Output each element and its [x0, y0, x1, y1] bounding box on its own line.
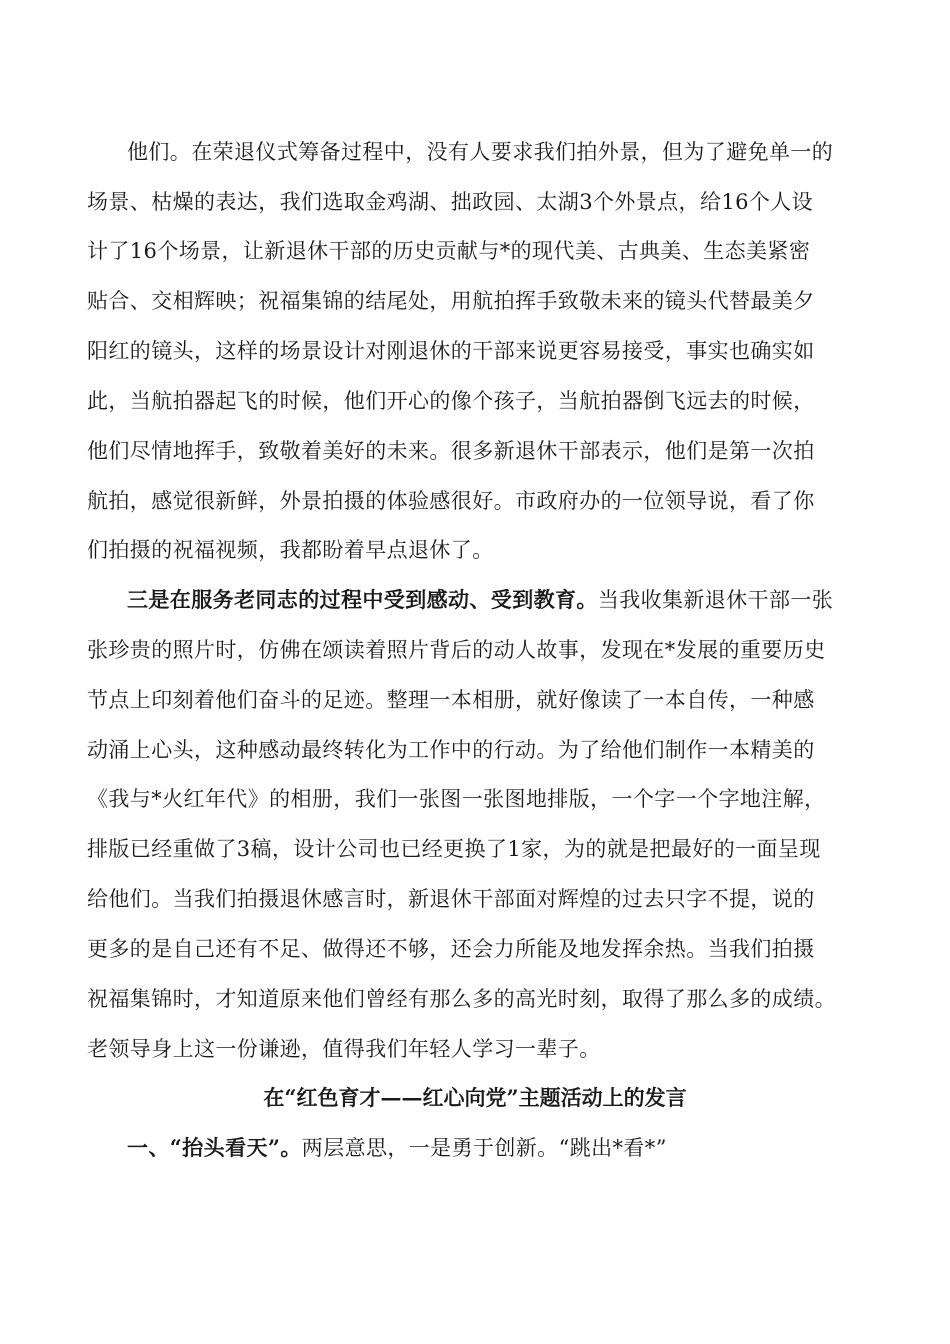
paragraph-line: 此，当航拍器起飞的时候，他们开心的像个孩子，当航拍器倒飞远去的时候，: [87, 389, 815, 413]
paragraph-heading: 三是在服务老同志的过程中受到感动、受到教育。: [127, 587, 598, 612]
paragraph-line: 们拍摄的祝福视频，我都盼着早点退休了。: [87, 538, 494, 562]
paragraph-text: 当我收集新退休干部一张: [597, 588, 834, 612]
paragraph-line: 航拍，感觉很新鲜，外景拍摄的体验感很好。市政府办的一位领导说，看了你: [87, 489, 815, 513]
section-text: 两层意思，一是勇于创新。“跳出*看*”: [301, 1136, 667, 1160]
section-first-line: [127, 1133, 917, 1163]
paragraph-line: 他们。在荣退仪式筹备过程中，没有人要求我们拍外景，但为了避免单一的: [127, 140, 834, 164]
paragraph-line: 贴合、交相辉映；祝福集锦的结尾处，用航拍挥手致敬未来的镜头代替最美夕: [87, 289, 815, 313]
paragraph-line: 祝福集锦时，才知道原来他们曾经有那么多的高光时刻，取得了那么多的成绩。: [87, 987, 836, 1011]
paragraph-line: 给他们。当我们拍摄退休感言时，新退休干部面对辉煌的过去只字不提，说的: [87, 887, 815, 911]
paragraph-line: 他们尽情地挥手，致敬着美好的未来。很多新退休干部表示，他们是第一次拍: [87, 439, 815, 463]
paragraph-line: 老领导身上这一份谦逊，值得我们年轻人学习一辈子。: [87, 1037, 601, 1061]
paragraph-line: 排版已经重做了3稿，设计公司也已经更换了1家，为的就是把最好的一面呈现: [87, 837, 821, 861]
paragraph-line: 计了16个场景，让新退休干部的历史贡献与*的现代美、古典美、生态美紧密: [87, 239, 811, 263]
paragraph-first-line: [127, 585, 917, 615]
paragraph-line: 节点上印刻着他们奋斗的足迹。整理一本相册，就好像读了一本自传，一种感: [87, 688, 815, 712]
speech-title: 在“红色育才——红心向党”主题活动上的发言: [263, 1085, 687, 1110]
paragraph-line: 更多的是自己还有不足、做得还不够，还会力所能及地发挥余热。当我们拍摄: [87, 937, 815, 961]
paragraph-line: 张珍贵的照片时，仿佛在颂读着照片背后的动人故事，发现在*发展的重要历史: [87, 638, 826, 662]
section-heading: 一、“抬头看天”。: [127, 1135, 302, 1160]
paragraph-line: 《我与*火红年代》的相册，我们一张图一张图地排版，一个字一个字地注解，: [87, 787, 826, 811]
paragraph-line: 动涌上心头，这种感动最终转化为工作中的行动。为了给他们制作一本精美的: [87, 738, 815, 762]
paragraph-line: 阳红的镜头，这样的场景设计对刚退休的干部来说更容易接受，事实也确实如: [87, 339, 815, 363]
paragraph-line: 场景、枯燥的表达，我们选取金鸡湖、拙政园、太湖3个外景点，给16个人设: [87, 190, 814, 214]
